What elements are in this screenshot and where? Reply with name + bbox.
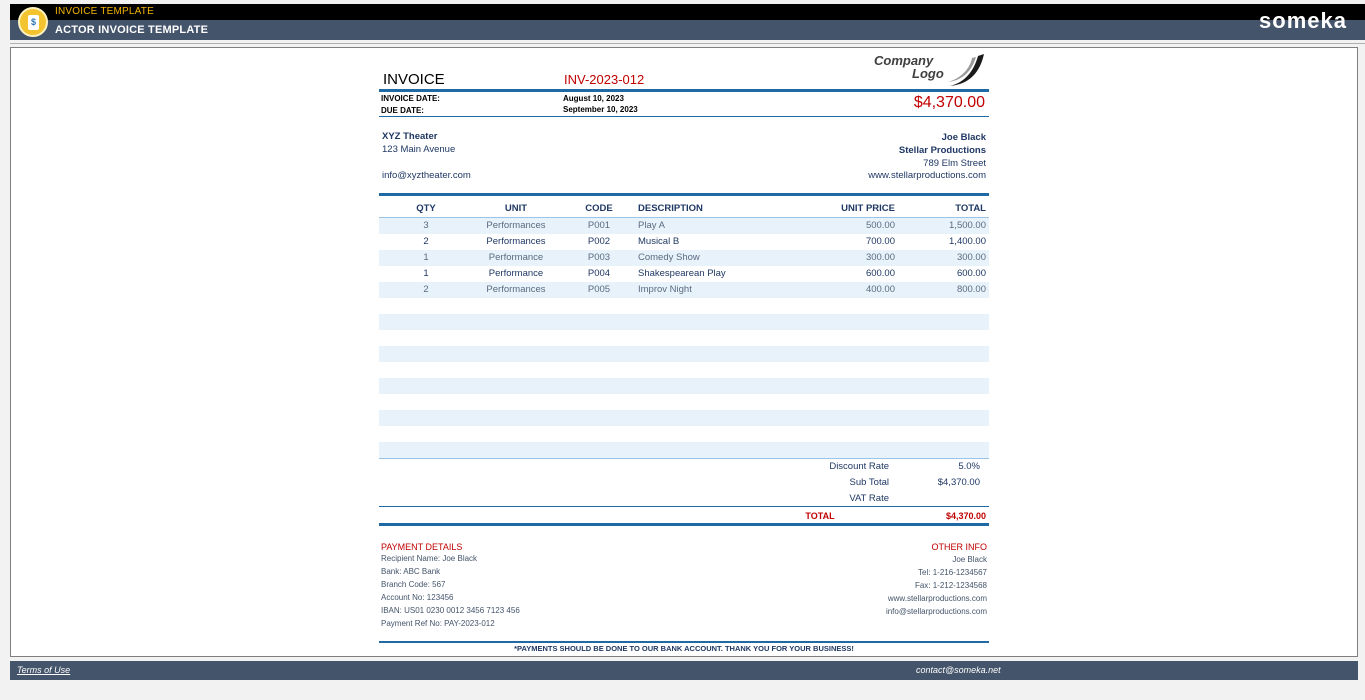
cell-description[interactable]: Play A — [638, 220, 665, 231]
cell-qty[interactable]: 1 — [423, 268, 429, 279]
col-header-unit-price: UNIT PRICE — [841, 203, 895, 214]
payment-account[interactable]: Account No: 123456 — [381, 593, 454, 602]
empty-row[interactable] — [379, 426, 989, 442]
invoice-date-label: INVOICE DATE: — [381, 94, 440, 103]
client-name[interactable]: Joe Black — [941, 132, 986, 143]
cell-description[interactable]: Shakespearean Play — [638, 268, 726, 279]
client-website[interactable]: www.stellarproductions.com — [868, 170, 986, 181]
table-top-rule — [379, 193, 989, 196]
empty-row[interactable] — [379, 442, 989, 458]
total-label: TOTAL — [805, 511, 835, 521]
terms-of-use-link[interactable]: Terms of Use — [17, 665, 71, 675]
payment-note: *PAYMENTS SHOULD BE DONE TO OUR BANK ACCOUNT. THANK YOU FOR YOUR BUSINESS! — [514, 644, 854, 653]
empty-row[interactable] — [379, 394, 989, 410]
header-bottom-strip — [10, 20, 1365, 40]
client-address[interactable]: 789 Elm Street — [923, 158, 986, 169]
logo-text-line1: Company — [874, 53, 934, 68]
sender-email[interactable]: info@xyztheater.com — [382, 170, 471, 181]
cell-code[interactable]: P005 — [587, 284, 611, 295]
col-header-unit: UNIT — [504, 203, 528, 214]
invoice-number[interactable]: INV-2023-012 — [564, 72, 645, 87]
subtotal-value: $4,370.00 — [937, 477, 980, 488]
discount-label: Discount Rate — [829, 461, 889, 472]
cell-description[interactable]: Comedy Show — [638, 252, 700, 263]
empty-row[interactable] — [379, 346, 989, 362]
sender-address[interactable]: 123 Main Avenue — [382, 144, 456, 155]
company-logo[interactable] — [872, 52, 987, 88]
cell-qty[interactable]: 2 — [423, 236, 429, 247]
empty-row[interactable] — [379, 314, 989, 330]
cell-unit-price[interactable]: 300.00 — [865, 252, 895, 263]
brand-logo[interactable]: someka — [1259, 8, 1347, 33]
dollar-icon: $ — [30, 17, 36, 27]
sender-name[interactable]: XYZ Theater — [382, 131, 438, 142]
table-row[interactable] — [379, 266, 989, 282]
invoice-app-icon — [18, 7, 48, 37]
cell-unit-price[interactable]: 600.00 — [865, 268, 895, 279]
payment-recipient[interactable]: Recipient Name: Joe Black — [381, 554, 478, 563]
header-top-strip — [10, 4, 1365, 20]
total-value: $4,370.00 — [945, 511, 986, 521]
cell-qty[interactable]: 2 — [423, 284, 429, 295]
vat-label: VAT Rate — [849, 493, 889, 504]
cell-total: 600.00 — [956, 268, 986, 279]
payment-bank[interactable]: Bank: ABC Bank — [381, 567, 441, 576]
payment-details-heading: PAYMENT DETAILS — [381, 542, 463, 552]
payment-iban[interactable]: IBAN: US01 0230 0012 3456 7123 456 — [381, 606, 520, 615]
cell-unit[interactable]: Performance — [488, 252, 544, 263]
template-name: ACTOR INVOICE TEMPLATE — [55, 24, 209, 36]
empty-row[interactable] — [379, 330, 989, 346]
other-tel[interactable]: Tel: 1-216-1234567 — [918, 568, 987, 577]
cell-total: 1,500.00 — [949, 220, 986, 231]
cell-description[interactable]: Musical B — [638, 236, 680, 247]
other-info-heading: OTHER INFO — [931, 542, 987, 552]
empty-row[interactable] — [379, 378, 989, 394]
table-row[interactable] — [379, 218, 989, 234]
contact-email-link[interactable]: contact@someka.net — [916, 665, 1001, 675]
col-header-code: CODE — [585, 203, 613, 214]
col-header-description: DESCRIPTION — [638, 203, 703, 214]
cell-code[interactable]: P004 — [587, 268, 611, 279]
empty-row[interactable] — [379, 362, 989, 378]
grand-total-amount: $4,370.00 — [913, 94, 985, 111]
payment-ref[interactable]: Payment Ref No: PAY-2023-012 — [381, 619, 495, 628]
cell-unit-price[interactable]: 500.00 — [865, 220, 895, 231]
empty-row[interactable] — [379, 298, 989, 314]
cell-total: 1,400.00 — [949, 236, 986, 247]
cell-total: 800.00 — [956, 284, 986, 295]
client-company[interactable]: Stellar Productions — [898, 145, 986, 156]
cell-code[interactable]: P001 — [587, 220, 611, 231]
app-footer — [10, 661, 1358, 680]
template-category: INVOICE TEMPLATE — [55, 6, 154, 17]
logo-swoosh-icon — [944, 52, 986, 88]
payment-branch[interactable]: Branch Code: 567 — [381, 580, 446, 589]
other-name[interactable]: Joe Black — [952, 555, 987, 564]
cell-unit[interactable]: Performance — [488, 268, 544, 279]
cell-code[interactable]: P003 — [587, 252, 611, 263]
summary-rule — [379, 506, 989, 507]
due-date-label: DUE DATE: — [381, 106, 424, 115]
note-rule — [379, 641, 989, 643]
cell-code[interactable]: P002 — [587, 236, 611, 247]
date-rule — [379, 116, 989, 117]
app-header — [10, 4, 1365, 40]
cell-qty[interactable]: 1 — [423, 252, 429, 263]
other-email[interactable]: info@stellarproductions.com — [885, 607, 987, 616]
other-fax[interactable]: Fax: 1-212-1234568 — [914, 581, 987, 590]
logo-text-line2: Logo — [912, 66, 944, 81]
cell-unit[interactable]: Performances — [486, 284, 546, 295]
cell-unit[interactable]: Performances — [486, 220, 546, 231]
col-header-qty: QTY — [416, 203, 436, 214]
discount-value[interactable]: 5.0% — [958, 461, 980, 472]
table-row[interactable] — [379, 234, 989, 250]
due-date-value[interactable]: September 10, 2023 — [563, 105, 638, 114]
subtotal-label: Sub Total — [849, 477, 889, 488]
other-web[interactable]: www.stellarproductions.com — [887, 594, 987, 603]
header-rule — [379, 89, 989, 92]
invoice-title: INVOICE — [383, 71, 445, 88]
cell-total: 300.00 — [956, 252, 986, 263]
empty-row[interactable] — [379, 410, 989, 426]
cell-qty[interactable]: 3 — [423, 220, 429, 231]
cell-unit-price[interactable]: 700.00 — [865, 236, 895, 247]
cell-unit[interactable]: Performances — [486, 236, 546, 247]
table-row[interactable] — [379, 250, 989, 266]
col-header-total: TOTAL — [955, 203, 986, 214]
table-row[interactable] — [379, 282, 989, 298]
total-rule — [379, 523, 989, 526]
table-bottom-rule — [379, 458, 989, 459]
cell-description[interactable]: Improv Night — [638, 284, 692, 295]
header-divider — [10, 43, 1365, 44]
cell-unit-price[interactable]: 400.00 — [865, 284, 895, 295]
invoice-date-value[interactable]: August 10, 2023 — [563, 94, 624, 103]
